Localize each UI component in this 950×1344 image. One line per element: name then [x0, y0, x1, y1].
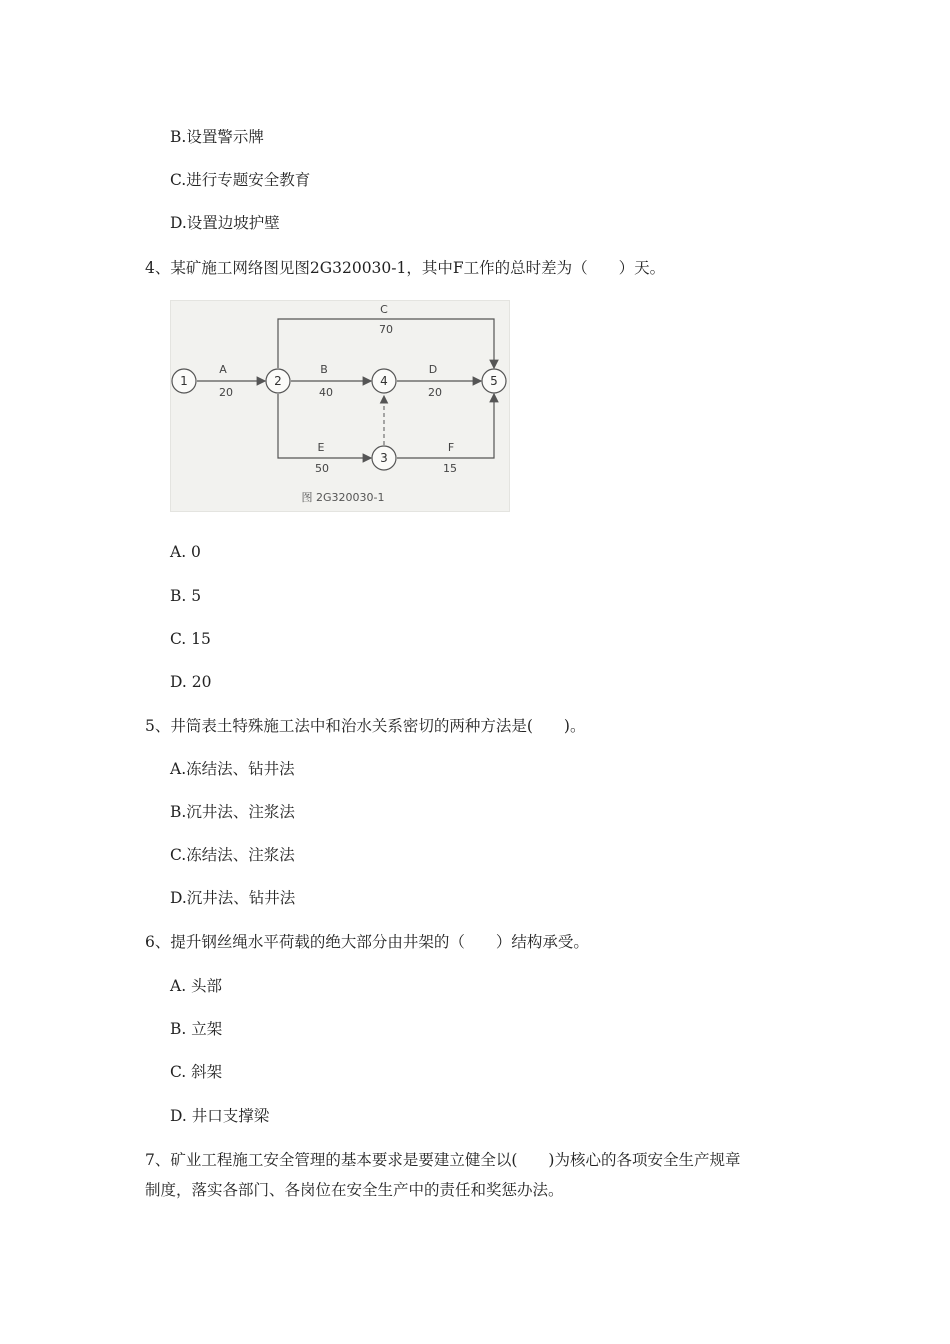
q3-option-b: B.设置警示牌: [170, 128, 264, 146]
q6-option-a: A. 头部: [170, 977, 223, 995]
activity-b-name: B: [320, 363, 328, 376]
svg-text:3: 3: [380, 451, 388, 465]
q4-option-d: D. 20: [170, 673, 212, 691]
activity-b-duration: 40: [319, 386, 333, 399]
node-1: [172, 369, 196, 393]
node-5: [482, 369, 506, 393]
svg-text:2: 2: [274, 374, 282, 388]
q4-stem: 4、某矿施工网络图见图2G320030-1，其中F工作的总时差为（ ）天。: [145, 259, 666, 277]
activity-f-duration: 15: [443, 462, 457, 475]
network-diagram: [171, 301, 509, 511]
node-3: [372, 446, 396, 470]
q5-stem: 5、井筒表土特殊施工法中和治水关系密切的两种方法是( )。: [145, 717, 586, 735]
q6-option-c: C. 斜架: [170, 1063, 223, 1081]
activity-a-duration: 20: [219, 386, 233, 399]
svg-text:1: 1: [180, 374, 188, 388]
activity-c-name: C: [380, 303, 388, 316]
q5-option-b: B.沉井法、注浆法: [170, 803, 295, 821]
arrow-f: [397, 394, 494, 458]
q5-option-c: C.冻结法、注浆法: [170, 846, 295, 864]
svg-text:4: 4: [380, 374, 388, 388]
activity-c-duration: 70: [379, 323, 393, 336]
q3-option-d: D.设置边坡护壁: [170, 214, 280, 232]
activity-e-duration: 50: [315, 462, 329, 475]
node-4: [372, 369, 396, 393]
q7-stem-line2: 制度，落实各部门、各岗位在安全生产中的责任和奖惩办法。: [145, 1181, 564, 1199]
q6-option-d: D. 井口支撑梁: [170, 1107, 270, 1125]
q5-option-d: D.沉井法、钻井法: [170, 889, 296, 907]
q4-option-a: A. 0: [170, 543, 201, 561]
activity-f-name: F: [447, 441, 455, 454]
q3-option-c: C.进行专题安全教育: [170, 171, 311, 189]
q4-option-c: C. 15: [170, 630, 211, 648]
activity-a-name: A: [219, 363, 227, 376]
activity-e-name: E: [317, 441, 325, 454]
q4-option-b: B. 5: [170, 587, 202, 605]
q5-option-a: A.冻结法、钻井法: [170, 760, 295, 778]
q7-stem-line1: 7、矿业工程施工安全管理的基本要求是要建立健全以( )为核心的各项安全生产规章: [145, 1151, 741, 1169]
node-2: [266, 369, 290, 393]
arrow-e: [278, 394, 371, 458]
q6-option-b: B. 立架: [170, 1020, 223, 1038]
activity-d-name: D: [428, 363, 438, 376]
network-diagram-figure: [170, 300, 510, 512]
figure-caption: 图 2G320030-1: [301, 491, 385, 504]
activity-d-duration: 20: [428, 386, 442, 399]
svg-text:5: 5: [490, 374, 498, 388]
q6-stem: 6、提升钢丝绳水平荷载的绝大部分由井架的（ ）结构承受。: [145, 933, 589, 951]
